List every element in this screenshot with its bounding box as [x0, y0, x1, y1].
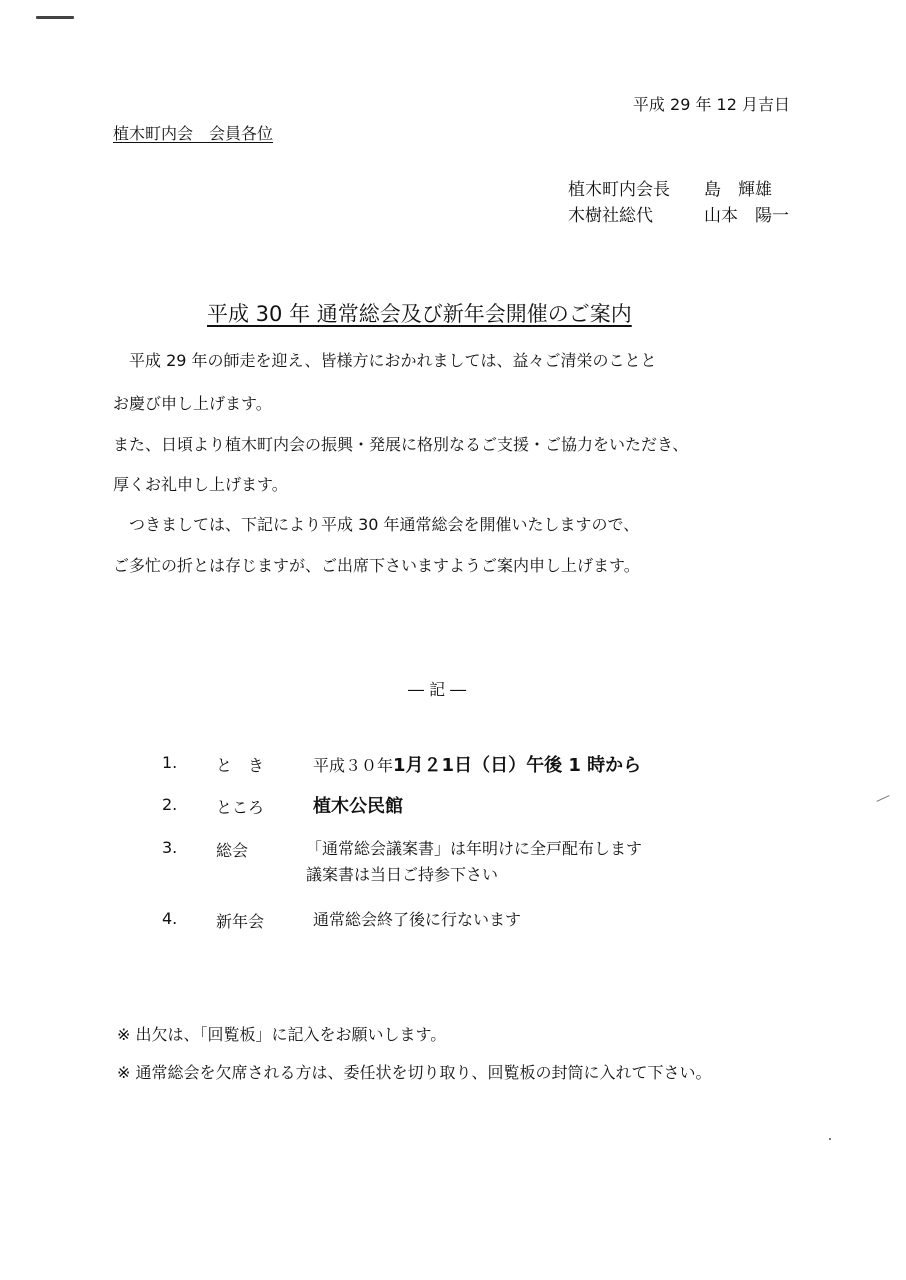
- item-detail-bold: 1月２1日（日）午後 1 時から: [393, 755, 642, 776]
- body-line-4: 厚くお礼申し上げます。: [113, 475, 288, 494]
- item-detail-line-2: 議案書は当日ご持参下さい: [306, 865, 499, 884]
- addressee: 植木町内会 会員各位: [113, 124, 274, 143]
- item-detail-prefix: 平成３０年: [313, 756, 394, 775]
- note-1: ※ 出欠は、「回覧板」に記入をお願いします。: [117, 1025, 447, 1044]
- body-line-2: お慶び申し上げます。: [113, 394, 272, 413]
- item-number: 4.: [162, 909, 178, 928]
- scan-speck: [876, 795, 889, 802]
- scan-speck: [829, 1138, 831, 1140]
- item-label: と き: [216, 756, 265, 775]
- item-number: 3.: [162, 838, 178, 857]
- ki-heading: ― 記 ―: [408, 680, 467, 699]
- scan-mark: [36, 16, 74, 19]
- body-line-5: つきましては、下記により平成 30 年通常総会を開催いたしますので、: [129, 515, 640, 534]
- document-title: 平成 30 年 通常総会及び新年会開催のご案内: [207, 302, 632, 326]
- item-detail-bold: 植木公民館: [313, 796, 403, 817]
- sender-role: 木樹社総代: [568, 206, 653, 226]
- item-number: 2.: [162, 795, 178, 814]
- body-line-3: また、日頃より植木町内会の振興・発展に格別なるご支援・ご協力をいただき、: [113, 435, 689, 454]
- sender-name: 島 輝雄: [704, 180, 772, 200]
- item-label: 総会: [216, 841, 249, 860]
- item-detail-line-1: 通常総会終了後に行ないます: [313, 910, 522, 929]
- body-line-1: 平成 29 年の師走を迎え、皆様方におかれましては、益々ご清栄のことと: [129, 351, 657, 370]
- sender-role: 植木町内会長: [568, 180, 670, 200]
- item-number: 1.: [162, 753, 178, 772]
- sender-1: [568, 175, 798, 200]
- item-detail-line-1: 「通常総会議案書」は年明けに全戸配布します: [306, 839, 643, 858]
- item-label: ところ: [216, 798, 265, 817]
- sender-2: [568, 201, 798, 226]
- item-detail: [313, 751, 641, 777]
- body-line-6: ご多忙の折とは存じますが、ご出席下さいますようご案内申し上げます。: [113, 556, 640, 575]
- issue-date: 平成 29 年 12 月吉日: [632, 95, 790, 114]
- item-label: 新年会: [216, 912, 265, 931]
- sender-name: 山本 陽一: [704, 206, 789, 226]
- note-2: ※ 通常総会を欠席される方は、委任状を切り取り、回覧板の封筒に入れて下さい。: [117, 1063, 712, 1082]
